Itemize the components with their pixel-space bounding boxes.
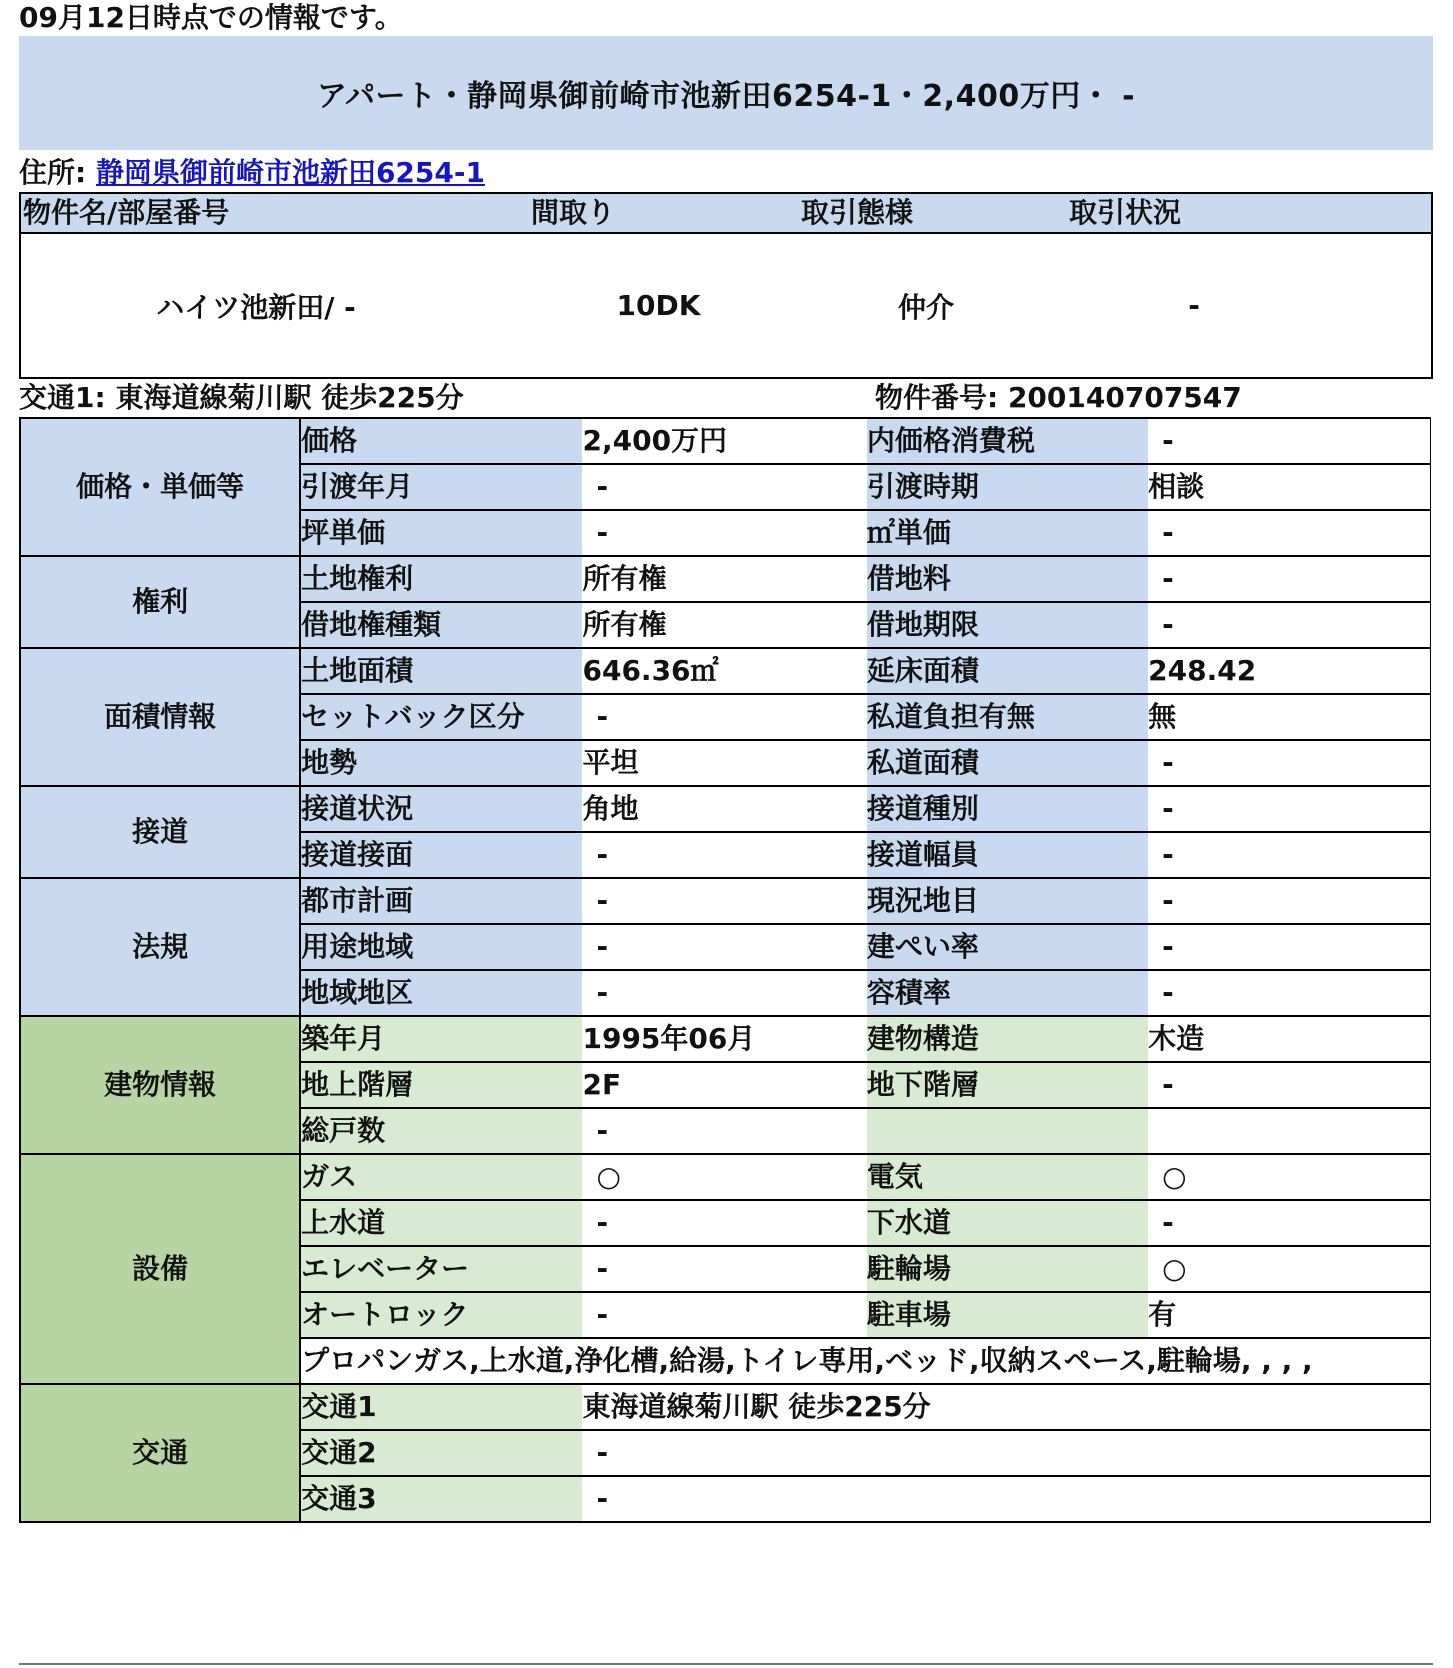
field-value [1148,1108,1430,1154]
header-transaction-type: 取引態様 [801,196,914,229]
field-value: - [582,464,866,510]
field-value: - [1148,786,1430,832]
field-value: - [582,1246,866,1292]
property-summary-table [19,192,1433,379]
field-label: 接道種別 [867,786,1148,832]
field-value: ○ [1148,1154,1430,1200]
field-label: ガス [300,1154,582,1200]
field-label: 交通1 [300,1384,582,1430]
field-label: 築年月 [300,1016,582,1062]
field-label: 坪単価 [300,510,582,556]
field-value: ○ [1148,1246,1430,1292]
field-value: 木造 [1148,1016,1430,1062]
field-value: - [582,1476,1430,1522]
field-value: - [1148,878,1430,924]
section-label-area: 面積情報 [20,648,300,786]
field-label: 土地面積 [300,648,582,694]
field-value: 2F [582,1062,866,1108]
field-value: - [582,1430,1430,1476]
field-label: 駐車場 [867,1292,1148,1338]
field-value: - [582,1292,866,1338]
field-label: 下水道 [867,1200,1148,1246]
field-value: 平坦 [582,740,866,786]
field-label: 建物構造 [867,1016,1148,1062]
field-value: - [582,1108,866,1154]
address-label: 住所: [19,156,87,189]
field-value: - [1148,510,1430,556]
field-label: 地勢 [300,740,582,786]
field-label [867,1108,1148,1154]
field-value: - [1148,924,1430,970]
spec-row-law [20,878,1431,924]
section-label-rights: 権利 [20,556,300,648]
listing-title: アパート・静岡県御前崎市池新田6254-1・2,400万円・ - [316,79,1136,114]
transit-and-id-line [19,379,1433,417]
field-value: 角地 [582,786,866,832]
address-link[interactable]: 静岡県御前崎市池新田6254-1 [95,156,485,189]
field-label: 電気 [867,1154,1148,1200]
section-label-road: 接道 [20,786,300,878]
field-value: ○ [582,1154,866,1200]
field-value: 所有権 [582,556,866,602]
field-label: セットバック区分 [300,694,582,740]
section-label-equipment: 設備 [20,1154,300,1384]
field-label: 地域地区 [300,970,582,1016]
field-value: 東海道線菊川駅 徒歩225分 [582,1384,1430,1430]
spec-row-equipment [20,1154,1431,1200]
field-value: - [1148,740,1430,786]
field-label: ㎡単価 [867,510,1148,556]
field-value: - [582,1200,866,1246]
listing-title-banner [19,36,1433,150]
field-label: 地上階層 [300,1062,582,1108]
field-value: - [1148,832,1430,878]
field-value: - [1148,1200,1430,1246]
field-label: 交通3 [300,1476,582,1522]
equipment-note: プロパンガス,上水道,浄化槽,給湯,トイレ専用,ベッド,収納スペース,駐輪場, , , , [300,1338,1430,1384]
field-value: 相談 [1148,464,1430,510]
field-value: - [582,694,866,740]
field-label: 内価格消費税 [867,418,1148,464]
field-label: オートロック [300,1292,582,1338]
field-label: 借地権種類 [300,602,582,648]
field-label: 私道面積 [867,740,1148,786]
field-value: - [1148,418,1430,464]
section-label-transit: 交通 [20,1384,300,1522]
header-layout: 間取り [531,196,616,229]
spec-row-rights [20,556,1431,602]
field-label: 駐輪場 [867,1246,1148,1292]
property-number-value: 200140707547 [1007,381,1242,414]
field-label: 用途地域 [300,924,582,970]
property-layout: 10DK [616,289,701,322]
field-label: 地下階層 [867,1062,1148,1108]
field-label: 引渡時期 [867,464,1148,510]
header-property-name: 物件名/部屋番号 [23,196,230,229]
field-value: - [1148,970,1430,1016]
field-value: - [582,924,866,970]
transit-summary-value: 東海道線菊川駅 徒歩225分 [115,381,464,414]
field-label: 容積率 [867,970,1148,1016]
field-value: 無 [1148,694,1430,740]
spec-row-road [20,786,1431,832]
as-of-notice: 09月12日時点での情報です。 [19,1,403,34]
field-label: 延床面積 [867,648,1148,694]
field-value: 646.36㎡ [582,648,866,694]
section-label-law: 法規 [20,878,300,1016]
field-label: 建ぺい率 [867,924,1148,970]
spec-row-building [20,1016,1431,1062]
field-label: 引渡年月 [300,464,582,510]
property-summary-header [21,194,1431,234]
field-label: 借地期限 [867,602,1148,648]
field-value: - [582,832,866,878]
spec-row-area [20,648,1431,694]
field-label: 交通2 [300,1430,582,1476]
field-label: 接道幅員 [867,832,1148,878]
field-label: 私道負担有無 [867,694,1148,740]
field-label: 借地料 [867,556,1148,602]
field-value: - [582,510,866,556]
section-label-price: 価格・単価等 [20,418,300,556]
property-transaction-type: 仲介 [897,290,954,324]
field-label: エレベーター [300,1246,582,1292]
field-value: 所有権 [582,602,866,648]
field-value: - [582,878,866,924]
header-transaction-status: 取引状況 [1069,196,1182,229]
field-label: 価格 [300,418,582,464]
field-label: 都市計画 [300,878,582,924]
field-value: - [1148,556,1430,602]
property-summary-row [21,234,1431,377]
property-transaction-status: - [1188,289,1200,322]
section-label-building: 建物情報 [20,1016,300,1154]
transit-summary-label: 交通1: [19,381,106,414]
field-label: 上水道 [300,1200,582,1246]
property-number [875,379,1242,417]
field-value: - [1148,602,1430,648]
spec-row-transit [20,1384,1431,1430]
field-value: 2,400万円 [582,418,866,464]
field-label: 接道状況 [300,786,582,832]
field-label: 土地権利 [300,556,582,602]
transit-summary [19,379,464,417]
field-label: 現況地目 [867,878,1148,924]
bottom-rule [19,1663,1433,1665]
spec-row-price [20,418,1431,464]
property-number-label: 物件番号: [875,381,999,414]
address-line [19,154,1433,192]
field-label: 接道接面 [300,832,582,878]
field-value: 有 [1148,1292,1430,1338]
field-value: 1995年06月 [582,1016,866,1062]
field-value: - [1148,1062,1430,1108]
field-value: - [582,970,866,1016]
field-value: 248.42 [1148,648,1430,694]
property-spec-table [19,417,1431,1523]
field-label: 総戸数 [300,1108,582,1154]
property-name: ハイツ池新田/ - [156,290,356,324]
